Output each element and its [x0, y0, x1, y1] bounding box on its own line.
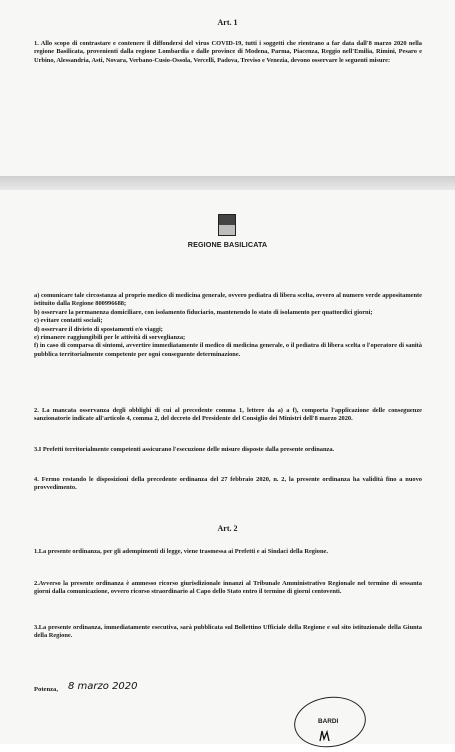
measure-item: c) evitare contatti sociali; [34, 317, 103, 325]
article-1-paragraph-3: 3.I Prefetti territorialmente competenti assicurano l'esecuzione delle misure disposte dalla presente ordinanza. [34, 446, 335, 453]
region-heading: REGIONE BASILICATA [187, 240, 268, 249]
document-page-2 [0, 190, 455, 744]
article-2-title: Art. 2 [217, 524, 238, 533]
measure-item: b) osservare la permanenza domiciliare, con isolamento fiduciario, mantenendo lo stato di isolamento per quattordici giorni; [34, 308, 373, 316]
signing-place: Potenza, [34, 686, 58, 693]
article-1-paragraph-1: 1. Allo scopo di contrastare e contenere il diffondersi del virus COVID-19, tutti i soggetti che rientrano a far data dall'8 marzo 2020 nella regione Basilicata, provenienti dalla regione Lombardia e dalle province di Modena, Parma, Piacenza, Reggio nell'Emilia, Rimini, Pesaro e Urbino, Alessandria, Asti, Novara, Verbano-Cusio-Ossola, Vercelli, Padova, Treviso e Venezia, devono osservare le seguenti misure: [34, 40, 422, 64]
signature-name: BARDI [318, 718, 339, 725]
handwritten-date: 8 marzo 2020 [68, 681, 138, 692]
article-2-paragraph-2: 2.Avverso la presente ordinanza è ammesso ricorso giurisdizionale innanzi al Tribunale Amministrativo Regionale nel termine di sessanta giorni dalla comunicazione, ovvero ricorso straordinario al Capo dello Stato entro il termine di giorni centoventi. [34, 580, 422, 596]
document-page-1 [0, 0, 455, 176]
measure-item: f) in caso di comparsa di sintomi, avvertire immediatamente il medico di medicina generale, o il pediatra di libera scelta o l'operatore di sanità pubblica territorialmente competente per ogni conseguente determinazione. [34, 342, 422, 358]
page-separator [0, 176, 455, 190]
article-1-paragraph-2: 2. La mancata osservanza degli obblighi di cui al precedente comma 1, lettere da a) a f), comporta l'applicazione delle conseguenze sanzionatorie indicate all'articolo 4, comma 2, del decreto del Presidente del Consiglio dei Ministri dell'8 marzo 2020. [34, 407, 422, 423]
measure-item: d) osservare il divieto di spostamenti e/o viaggi; [34, 325, 163, 333]
article-1-paragraph-4: 4. Fermo restando le disposizioni della precedente ordinanza del 27 febbraio 2020, n. 2, la presente ordinanza ha validità fino a nuovo provvedimento. [34, 476, 422, 492]
region-emblem-icon [218, 214, 236, 236]
measure-item: e) rimanere raggiungibili per le attività di sorveglianza; [34, 334, 186, 342]
article-2-paragraph-3: 3.La presente ordinanza, immediatamente esecutiva, sarà pubblicata sul Bollettino Ufficiale della Regione e sul sito istituzionale della Giunta della Regione. [34, 624, 422, 640]
measure-item: a) comunicare tale circostanza al proprio medico di medicina generale, ovvero pediatra di libera scelta, ovvero al numero verde appositamente istituito dalla Regione 800996688; [34, 292, 422, 308]
article-1-title: Art. 1 [217, 18, 238, 27]
signature-scribble-icon [318, 729, 332, 743]
measures-list [34, 292, 422, 359]
article-2-paragraph-1: 1.La presente ordinanza, per gli adempimenti di legge, viene trasmessa ai Prefetti e ai Sindaci della Regione. [34, 548, 328, 555]
